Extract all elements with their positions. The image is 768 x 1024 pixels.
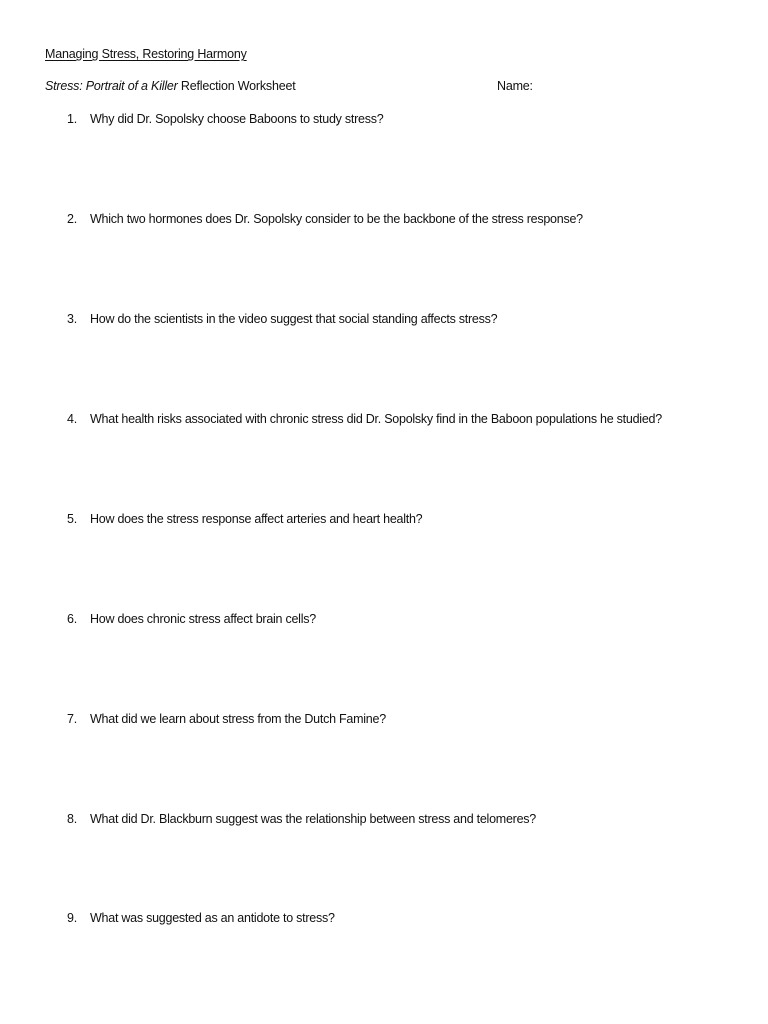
question-text: How does chronic stress affect brain cells? [90, 612, 316, 626]
question-1 [67, 112, 383, 126]
question-7 [67, 712, 386, 726]
question-4 [67, 412, 662, 426]
worksheet-subtitle [45, 79, 296, 93]
question-5 [67, 512, 422, 526]
question-text: How does the stress response affect arteries and heart health? [90, 512, 423, 526]
question-3 [67, 312, 497, 326]
course-title: Managing Stress, Restoring Harmony [45, 47, 247, 61]
question-number: 8. [67, 812, 77, 826]
worksheet-label: Reflection Worksheet [177, 79, 296, 93]
question-2 [67, 212, 583, 226]
question-number: 5. [67, 512, 77, 526]
question-text: How do the scientists in the video suggest that social standing affects stress? [90, 312, 498, 326]
question-number: 7. [67, 712, 77, 726]
question-8 [67, 812, 536, 826]
question-number: 6. [67, 612, 77, 626]
question-text: What did Dr. Blackburn suggest was the relationship between stress and telomeres? [90, 812, 536, 826]
question-text: What was suggested as an antidote to stress? [90, 911, 335, 925]
question-number: 1. [67, 112, 77, 126]
question-text: What health risks associated with chronic stress did Dr. Sopolsky find in the Baboon populations he studied? [90, 412, 662, 426]
question-number: 3. [67, 312, 77, 326]
question-number: 2. [67, 212, 77, 226]
question-text: What did we learn about stress from the Dutch Famine? [90, 712, 386, 726]
question-text: Why did Dr. Sopolsky choose Baboons to study stress? [90, 112, 384, 126]
question-6 [67, 612, 316, 626]
question-text: Which two hormones does Dr. Sopolsky consider to be the backbone of the stress response? [90, 212, 583, 226]
question-9 [67, 911, 335, 925]
film-title: Stress: Portrait of a Killer [45, 79, 178, 93]
name-label: Name: [497, 79, 533, 93]
question-number: 9. [67, 911, 77, 925]
question-number: 4. [67, 412, 77, 426]
